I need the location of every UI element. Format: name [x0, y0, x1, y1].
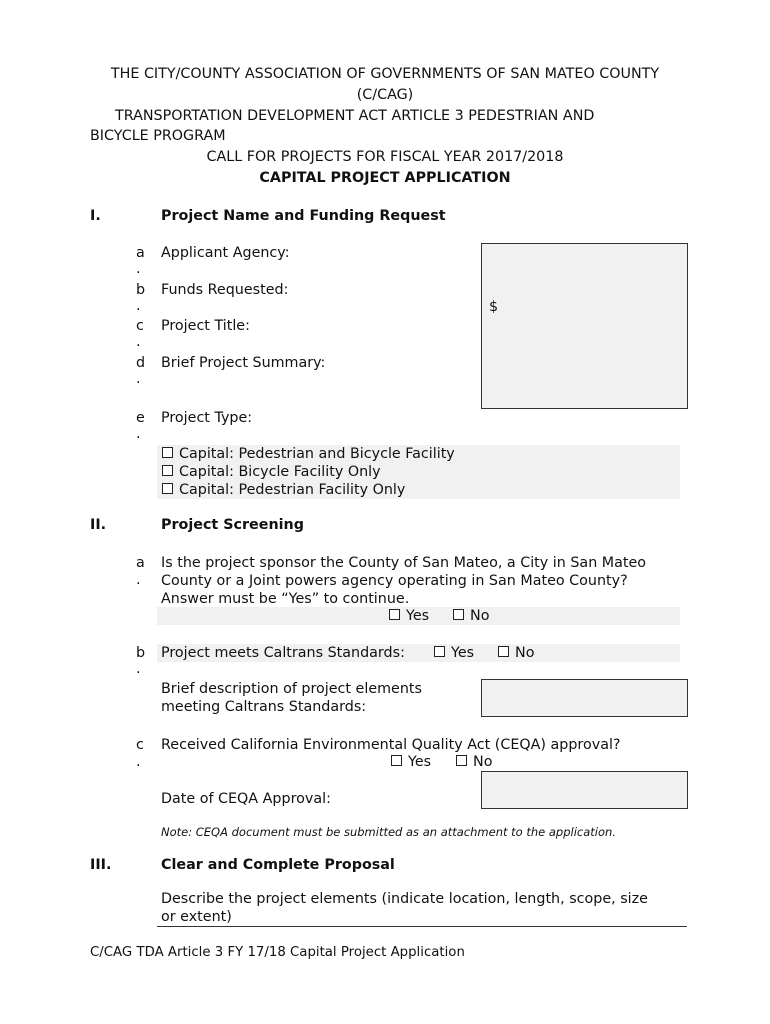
- item-dot-2a: .: [136, 572, 141, 588]
- section-2-title: Project Screening: [161, 517, 304, 533]
- header-line-1: THE CITY/COUNTY ASSOCIATION OF GOVERNMENTS OF SAN MATEO COUNTY: [110, 66, 660, 82]
- item-letter-d: d: [136, 355, 146, 371]
- item-letter-2a: a: [136, 555, 145, 571]
- item-dot-d: .: [136, 371, 141, 387]
- ceqa-yes-option[interactable]: Yes: [391, 754, 431, 770]
- ceqa-date-label: Date of CEQA Approval:: [161, 791, 331, 807]
- item-letter-a: a: [136, 245, 145, 261]
- header-line-2: (C/CAG): [356, 87, 414, 103]
- item-letter-2b: b: [136, 645, 146, 661]
- item-letter-e: e: [136, 410, 145, 426]
- ceqa-question: Received California Environmental Quality Act (CEQA) approval?: [161, 737, 621, 753]
- sponsor-yes-option[interactable]: Yes: [389, 608, 429, 624]
- checkbox-icon[interactable]: [162, 447, 173, 458]
- section-3-numeral: III.: [90, 857, 112, 873]
- applicant-agency-label: Applicant Agency:: [161, 245, 290, 261]
- project-type-option-1[interactable]: Capital: Pedestrian and Bicycle Facility: [162, 446, 455, 462]
- item-letter-2c: c: [136, 737, 144, 753]
- checkbox-icon[interactable]: [389, 609, 400, 620]
- caltrans-label: Project meets Caltrans Standards:: [161, 645, 405, 661]
- section-3-title: Clear and Complete Proposal: [161, 857, 395, 873]
- item-dot-b: .: [136, 298, 141, 314]
- project-summary-label: Brief Project Summary:: [161, 355, 326, 371]
- sponsor-question-line-2: County or a Joint powers agency operating in San Mateo County?: [161, 573, 628, 589]
- caltrans-desc-line-2: meeting Caltrans Standards:: [161, 699, 367, 715]
- describe-elements-line-1: Describe the project elements (indicate location, length, scope, size: [161, 891, 648, 907]
- caltrans-yes-option[interactable]: Yes: [434, 645, 474, 661]
- divider: [157, 926, 687, 927]
- project-title-field[interactable]: [481, 317, 688, 355]
- sponsor-no-option[interactable]: No: [453, 608, 489, 624]
- caltrans-desc-line-1: Brief description of project elements: [161, 681, 422, 697]
- checkbox-icon[interactable]: [391, 755, 402, 766]
- item-letter-b: b: [136, 282, 146, 298]
- project-type-option-3[interactable]: Capital: Pedestrian Facility Only: [162, 482, 405, 498]
- project-type-label: Project Type:: [161, 410, 253, 426]
- checkbox-icon[interactable]: [162, 465, 173, 476]
- checkbox-icon[interactable]: [162, 483, 173, 494]
- checkbox-icon[interactable]: [453, 609, 464, 620]
- item-dot-a: .: [136, 261, 141, 277]
- item-dot-2b: .: [136, 661, 141, 677]
- describe-elements-line-2: or extent): [161, 909, 232, 925]
- section-2-numeral: II.: [90, 517, 107, 533]
- ceqa-no-option[interactable]: No: [456, 754, 492, 770]
- applicant-agency-field[interactable]: [481, 243, 688, 281]
- page-title: CAPITAL PROJECT APPLICATION: [259, 170, 511, 186]
- checkbox-icon[interactable]: [456, 755, 467, 766]
- funds-requested-label: Funds Requested:: [161, 282, 289, 298]
- header-line-3: TRANSPORTATION DEVELOPMENT ACT ARTICLE 3 PEDESTRIAN AND: [115, 108, 595, 124]
- caltrans-no-option[interactable]: No: [498, 645, 534, 661]
- item-dot-c: .: [136, 334, 141, 350]
- footer-text: C/CAG TDA Article 3 FY 17/18 Capital Project Application: [90, 945, 465, 960]
- header-line-5: CALL FOR PROJECTS FOR FISCAL YEAR 2017/2018: [206, 149, 564, 165]
- ceqa-note: Note: CEQA document must be submitted as an attachment to the application.: [161, 825, 616, 839]
- checkbox-icon[interactable]: [434, 646, 445, 657]
- ceqa-date-field[interactable]: [481, 771, 688, 809]
- section-1-title: Project Name and Funding Request: [161, 208, 446, 224]
- item-dot-e: .: [136, 426, 141, 442]
- checkbox-icon[interactable]: [498, 646, 509, 657]
- item-letter-c: c: [136, 318, 144, 334]
- dollar-prefix: $: [489, 299, 499, 315]
- project-title-label: Project Title:: [161, 318, 250, 334]
- sponsor-question-line-3: Answer must be “Yes” to continue.: [161, 591, 410, 607]
- sponsor-question-line-1: Is the project sponsor the County of San Mateo, a City in San Mateo: [161, 555, 647, 571]
- header-line-4: BICYCLE PROGRAM: [90, 128, 226, 144]
- caltrans-description-field[interactable]: [481, 679, 688, 717]
- project-summary-field[interactable]: [481, 354, 688, 409]
- item-dot-2c: .: [136, 754, 141, 770]
- section-1-numeral: I.: [90, 208, 101, 224]
- funds-requested-field[interactable]: [481, 280, 688, 318]
- project-type-option-2[interactable]: Capital: Bicycle Facility Only: [162, 464, 381, 480]
